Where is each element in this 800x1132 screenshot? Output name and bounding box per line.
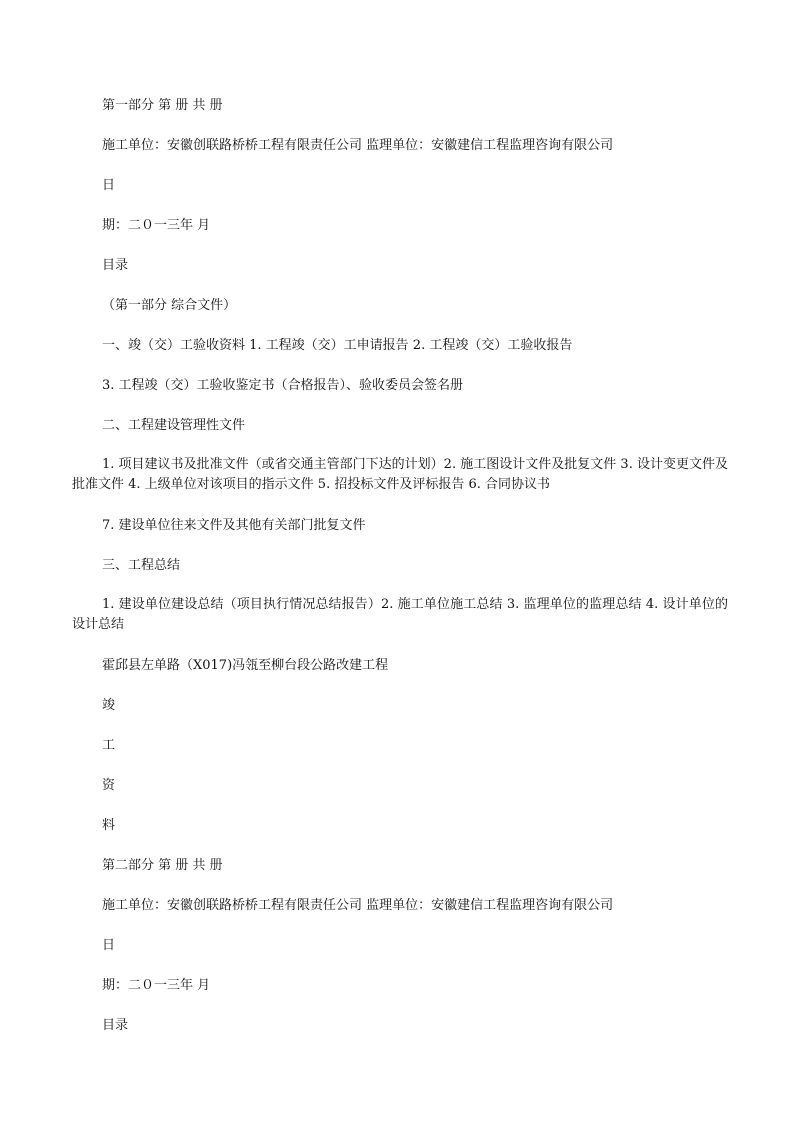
section-two-items-paragraph: 1. 项目建议书及批准文件（或省交通主管部门下达的计划）2. 施工图设计文件及批复文件 3. 设计变更文件及批准文件 4. 上级单位对该项目的指示文件 5. 招投标文件及评标报告 6. 合同协议书 [72, 457, 728, 492]
section-one-heading: 一、竣（交）工验收资料 1. 工程竣（交）工申请报告 2. 工程竣（交）工验收报告 [102, 338, 573, 353]
date-label-char: 日 [102, 178, 116, 193]
part-one-title: （第一部分 综合文件） [102, 298, 237, 313]
date-value-line-2: 期：二０一三年 月 [102, 978, 211, 993]
part-two-volume-line: 第二部分 第 册 共 册 [102, 858, 223, 873]
vertical-char-1: 竣 [102, 698, 116, 713]
toc-heading: 目录 [102, 258, 129, 273]
section-three-items-paragraph: 1. 建设单位建设总结（项目执行情况总结报告）2. 施工单位施工总结 3. 监理单位的监理总结 4. 设计单位的设计总结 [72, 597, 728, 632]
vertical-char-2: 工 [102, 738, 116, 753]
vertical-char-4: 料 [102, 818, 116, 833]
date-value-line: 期：二０一三年 月 [102, 218, 211, 233]
date-label-char-2: 日 [102, 938, 116, 953]
construction-supervision-units-line-2: 施工单位：安徽创联路桥桥工程有限责任公司 监理单位：安徽建信工程监理咨询有限公司 [102, 898, 614, 913]
construction-supervision-units-line: 施工单位：安徽创联路桥桥工程有限责任公司 监理单位：安徽建信工程监理咨询有限公司 [102, 138, 614, 153]
section-one-item-3: 3. 工程竣（交）工验收鉴定书（合格报告）、验收委员会签名册 [102, 378, 464, 393]
part-one-volume-line: 第一部分 第 册 共 册 [102, 98, 223, 113]
project-title: 霍邱县左单路（X017)冯瓴至柳台段公路改建工程 [102, 658, 389, 673]
section-three-heading: 三、工程总结 [102, 558, 181, 573]
toc-heading-2: 目录 [102, 1018, 129, 1033]
section-two-item-7: 7. 建设单位往来文件及其他有关部门批复文件 [102, 518, 366, 533]
vertical-char-3: 资 [102, 778, 116, 793]
section-two-heading: 二、工程建设管理性文件 [102, 418, 246, 433]
